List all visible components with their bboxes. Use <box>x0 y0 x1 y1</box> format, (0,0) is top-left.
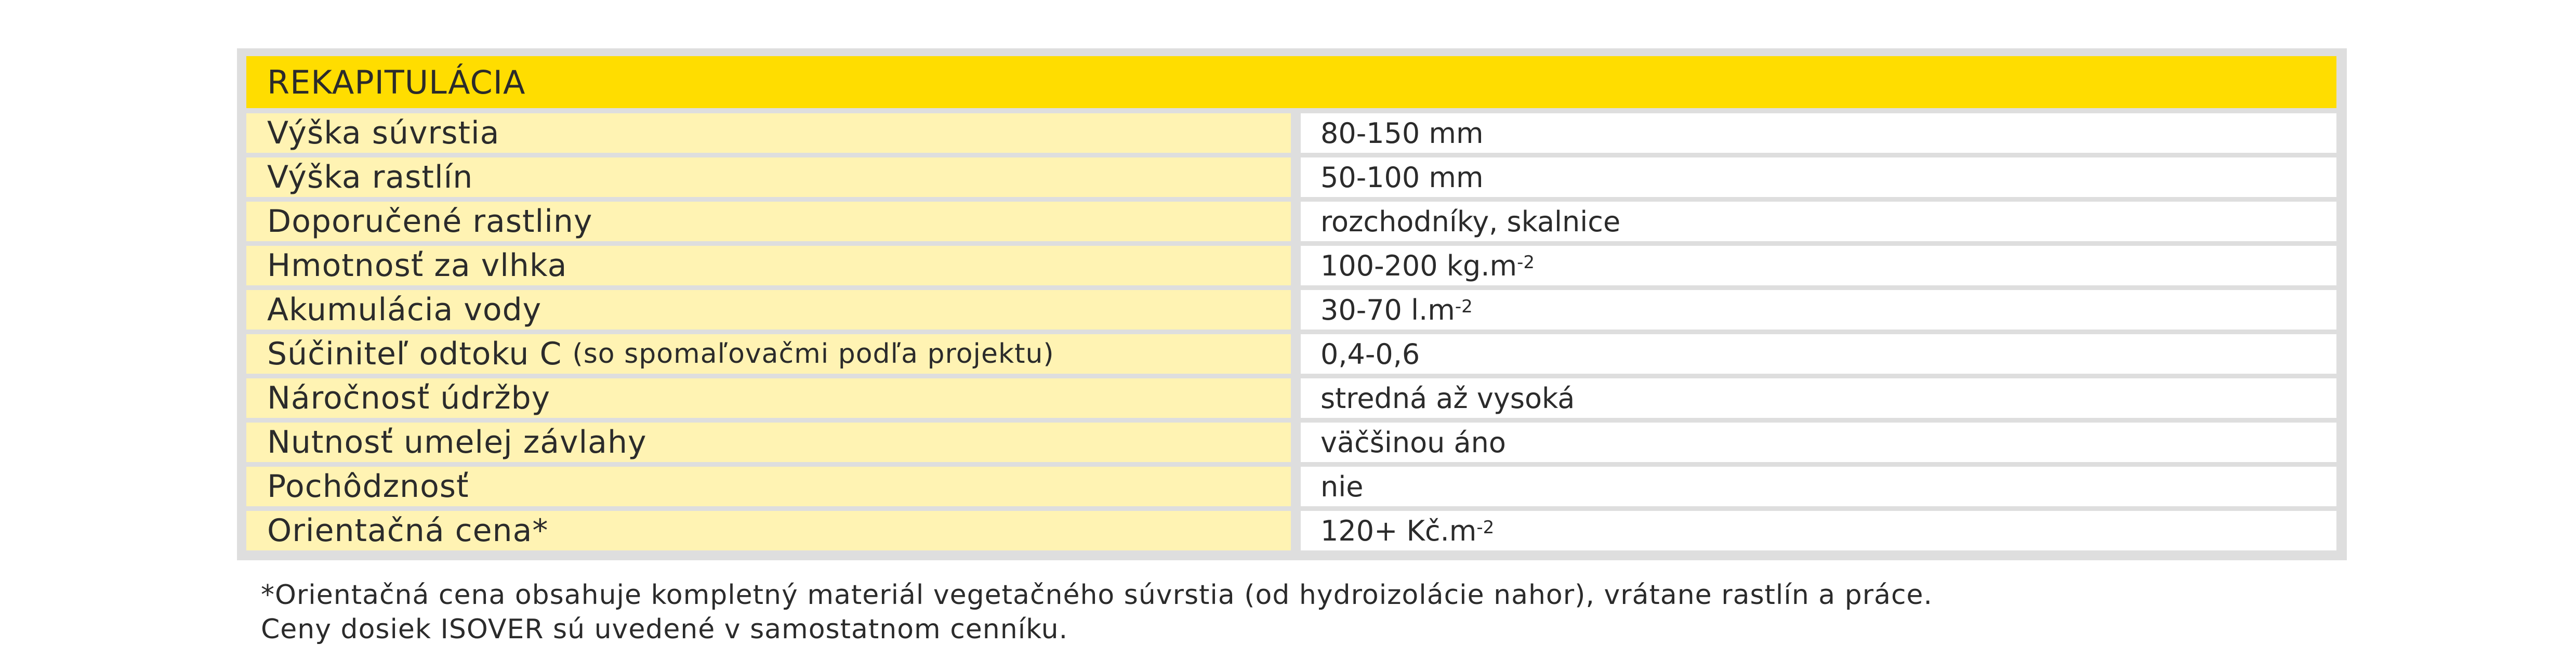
row-label-text: Nutnosť umelej závlahy <box>267 424 647 461</box>
footnote <box>261 578 1933 647</box>
table-row <box>246 378 2336 418</box>
row-label <box>246 113 1291 153</box>
row-label <box>246 334 1291 374</box>
row-value <box>1301 467 2336 506</box>
row-value-superscript: -2 <box>1476 517 1495 538</box>
row-label <box>246 467 1291 506</box>
row-value <box>1301 246 2336 285</box>
row-value-text: stredná až vysoká <box>1320 381 1575 415</box>
row-value <box>1301 423 2336 462</box>
row-value-text: 50-100 mm <box>1320 161 1484 194</box>
row-value <box>1301 113 2336 153</box>
row-label <box>246 202 1291 241</box>
row-label-text: Hmotnosť za vlhka <box>267 247 567 284</box>
row-label-text: Akumulácia vody <box>267 292 542 328</box>
row-label-text: Výška súvrstia <box>267 115 500 151</box>
row-value-text: väčšinou áno <box>1320 426 1506 459</box>
table-row <box>246 334 2336 374</box>
row-label-text: Náročnosť údržby <box>267 380 551 416</box>
row-value-superscript: -2 <box>1517 252 1535 273</box>
row-value <box>1301 378 2336 418</box>
row-label <box>246 511 1291 550</box>
table-row <box>246 157 2336 197</box>
table-title: REKAPITULÁCIA <box>246 56 2336 108</box>
table-row <box>246 511 2336 550</box>
row-label-text: Doporučené rastliny <box>267 203 593 240</box>
row-value-text: 100-200 kg.m <box>1320 249 1517 282</box>
row-value-text: 120+ Kč.m <box>1320 514 1477 547</box>
row-label <box>246 423 1291 462</box>
row-label-text: Súčiniteľ odtoku C <box>267 336 562 372</box>
footnote-line-1: *Orientačná cena obsahuje kompletný materiál vegetačného súvrstia (od hydroizolácie nahor), vrátane rastlín a práce. <box>261 580 1933 611</box>
table-row <box>246 290 2336 330</box>
table-rows <box>246 113 2336 550</box>
row-value-text: 80-150 mm <box>1320 116 1484 150</box>
row-value <box>1301 511 2336 550</box>
row-label <box>246 290 1291 330</box>
row-label-text: Pochôdznosť <box>267 468 469 505</box>
table-row <box>246 423 2336 462</box>
row-label <box>246 378 1291 418</box>
row-value <box>1301 290 2336 330</box>
row-value-text: 0,4-0,6 <box>1320 337 1420 371</box>
table-row <box>246 467 2336 506</box>
row-label <box>246 157 1291 197</box>
table-row <box>246 202 2336 241</box>
row-value-text: rozchodníky, skalnice <box>1320 205 1621 238</box>
summary-table <box>237 48 2347 560</box>
row-label-text: Výška rastlín <box>267 159 473 195</box>
row-value <box>1301 157 2336 197</box>
row-label-text: Orientačná cena* <box>267 512 549 549</box>
table-row <box>246 246 2336 285</box>
row-value <box>1301 202 2336 241</box>
row-value <box>1301 334 2336 374</box>
row-label-note: (so spomaľovačmi podľa projektu) <box>572 338 1054 370</box>
table-row <box>246 113 2336 153</box>
footnote-line-2: Ceny dosiek ISOVER sú uvedené v samostatnom cenníku. <box>261 614 1068 645</box>
row-value-text: nie <box>1320 470 1364 503</box>
row-value-text: 30-70 l.m <box>1320 293 1455 326</box>
row-value-superscript: -2 <box>1455 296 1473 317</box>
row-label <box>246 246 1291 285</box>
